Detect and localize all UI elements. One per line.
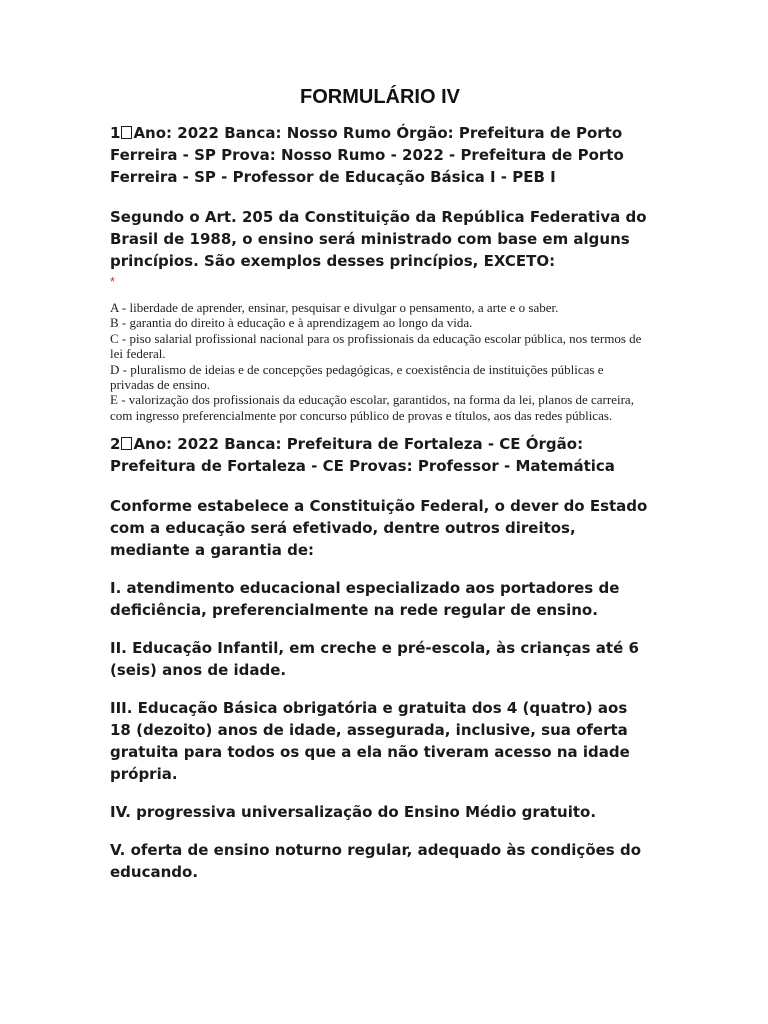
question-2-header-text: Ano: 2022 Banca: Prefeitura de Fortaleza - CE Órgão: Prefeitura de Fortaleza - CE Provas: Professor - Matemática [110, 435, 615, 476]
question-2-item-iii: III. Educação Básica obrigatória e gratuita dos 4 (quatro) aos 18 (dezoito) anos de idade, assegurada, inclusive, sua oferta gratuita para todos os que a ela não tiveram acesso na idade própria. [110, 699, 630, 784]
question-1-options [110, 300, 650, 423]
question-1-header-text: Ano: 2022 Banca: Nosso Rumo Órgão: Prefeitura de Porto Ferreira - SP Prova: Nosso Rumo - 2022 - Prefeitura de Porto Ferreira - SP - Professor de Educação Básica I - PEB I [110, 124, 624, 186]
page-title: FORMULÁRIO IV [300, 86, 460, 108]
question-2-number: 2 [110, 435, 121, 454]
question-2-statement: Conforme estabelece a Constituição Federal, o dever do Estado com a educação será efetivado, dentre outros direitos, mediante a garantia de: [110, 497, 648, 560]
question-1-statement: Segundo o Art. 205 da Constituição da República Federativa do Brasil de 1988, o ensino será ministrado com base em alguns princípios. São exemplos desses princípios, EXCETO: [110, 208, 647, 270]
option-d: D - pluralismo de ideias e de concepções pedagógicas, e coexistência de instituições públicas e privadas de ensino. [110, 361, 604, 393]
option-a: A - liberdade de aprender, ensinar, pesquisar e divulgar o pensamento, a arte e o saber. [110, 300, 559, 315]
question-2-item-i: I. atendimento educacional especializado aos portadores de deficiência, preferencialmente na rede regular de ensino. [110, 579, 620, 620]
option-b: B - garantia do direito à educação e à aprendizagem ao longo da vida. [110, 315, 473, 331]
required-asterisk: * [110, 274, 116, 289]
question-2-item-v: V. oferta de ensino noturno regular, adequado às condições do educando. [110, 841, 641, 882]
option-c: C - piso salarial profissional nacional para os profissionais da educação escolar pública, nos termos de lei federal. [110, 330, 642, 362]
box-glyph-icon [121, 126, 132, 139]
question-1-header [110, 122, 650, 188]
question-1-number: 1 [110, 124, 121, 142]
question-2-header [110, 433, 650, 477]
question-2-item-iv: IV. progressiva universalização do Ensino Médio gratuito. [110, 803, 597, 822]
box-glyph-icon [121, 437, 132, 450]
option-e: E - valorização dos profissionais da educação escolar, garantidos, na forma da lei, planos de carreira, com ingresso preferencialmente por concurso público de provas e títulos, aos das redes públicas. [110, 392, 634, 423]
question-2-item-ii: II. Educação Infantil, em creche e pré-escola, às crianças até 6 (seis) anos de idade. [110, 639, 639, 680]
document-page [110, 84, 650, 899]
